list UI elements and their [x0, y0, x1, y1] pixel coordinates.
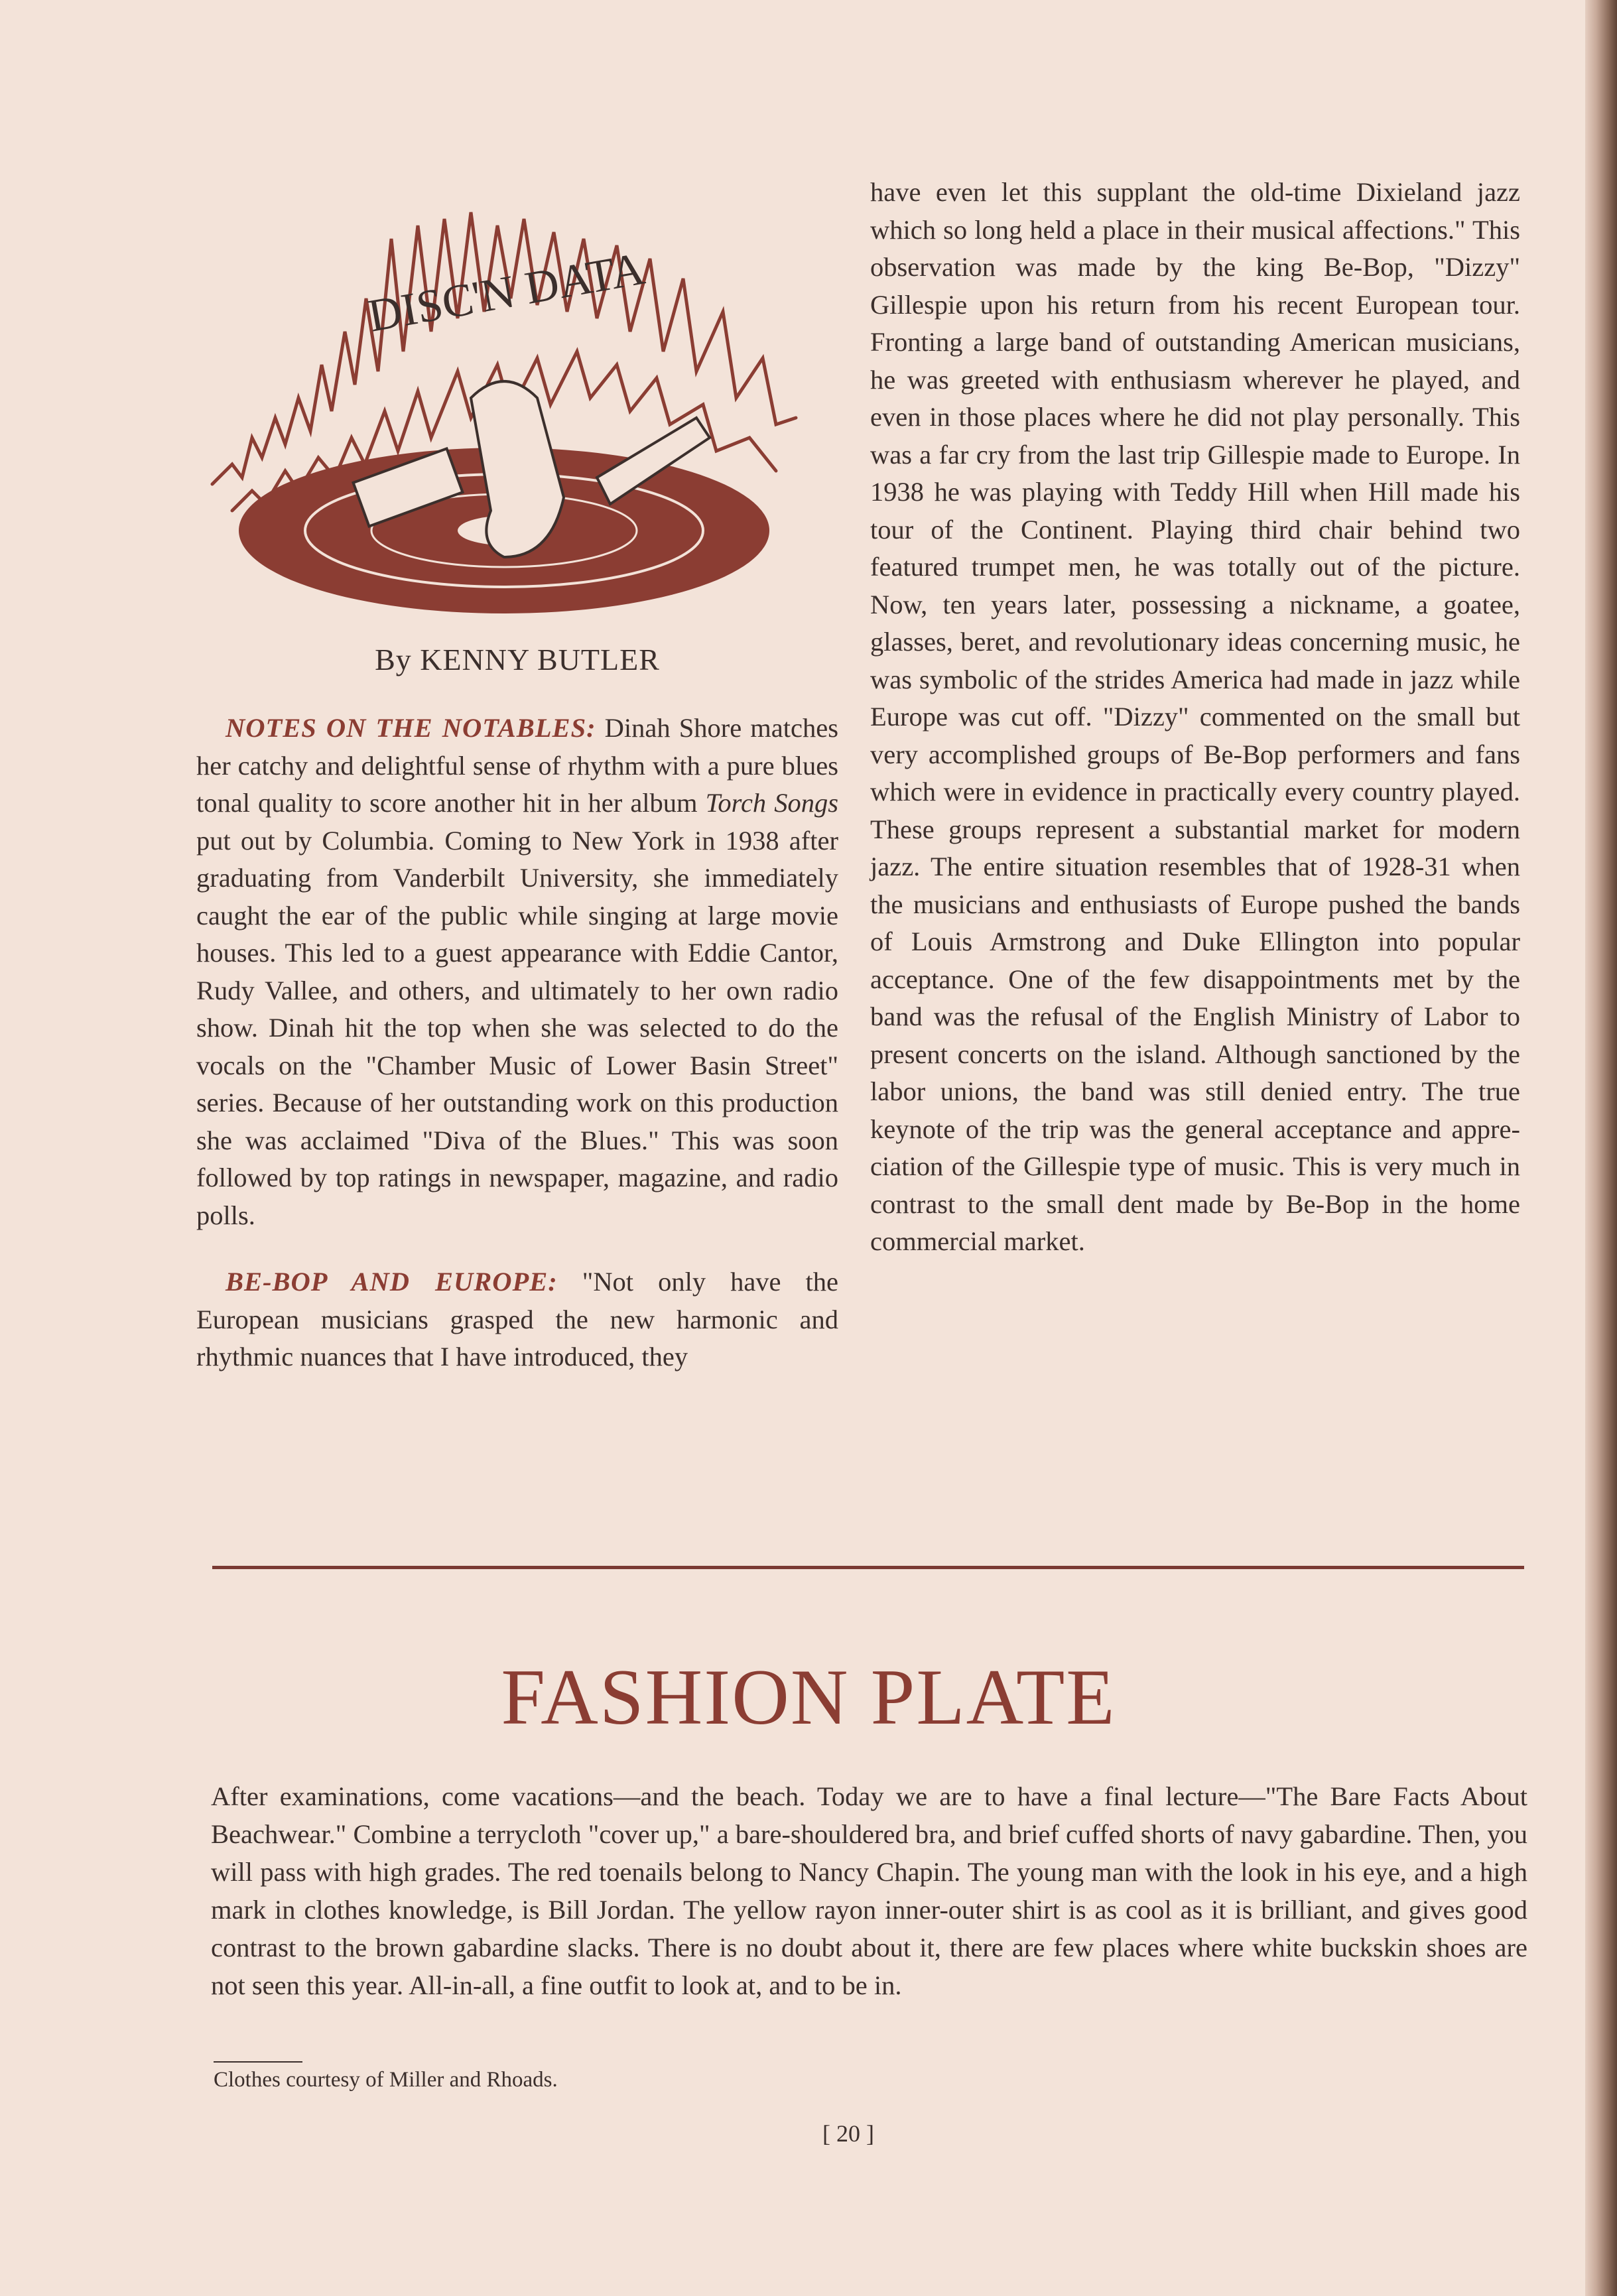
- footnote-rule: [214, 2061, 302, 2063]
- disc-n-data-logo: [192, 199, 816, 623]
- section-heading: NOTES ON THE NOTABLES:: [226, 713, 596, 743]
- right-column: [870, 174, 1520, 1261]
- section-notes-on-the-notables: [196, 710, 838, 1234]
- svg-text:DISC'N DATA: DISC'N DATA: [364, 243, 649, 342]
- section-body: Dinah Shore matches her catchy and delightful sense of rhythm with a pure blues tonal quality to score another hit in her album: [196, 713, 838, 818]
- byline: By KENNY BUTLER: [375, 643, 660, 676]
- section-divider: [212, 1566, 1524, 1569]
- section-heading: BE-BOP AND EUROPE:: [226, 1267, 558, 1297]
- album-title: Torch Songs: [705, 788, 838, 818]
- left-column: [196, 710, 838, 1376]
- page-number: [ 20 ]: [822, 2120, 874, 2147]
- section-be-bop-and-europe: [196, 1263, 838, 1376]
- page-binding-edge: [1585, 0, 1617, 2296]
- section-body: put out by Columbia. Coming to New York in 1938 after graduating from Vanderbilt University, she immediately caught the ear of the public while singing at large movie houses. This led to a guest appearance with Eddie Cantor, Rudy Vallee, and others, and ultimately to her own radio show. Dinah hit the top when she was selected to do the vocals on the "Chamber Music of Lower Basin Street" series. Because of her outstanding work on this production she was acclaimed "Diva of the Blues." This was soon followed by top ratings in newspaper, magazine, and radio polls.: [196, 825, 838, 1230]
- footnote: Clothes courtesy of Miller and Rhoads.: [214, 2068, 558, 2092]
- fashion-plate-title: FASHION PLATE: [501, 1653, 1116, 1741]
- section-body-continued: have even let this supplant the old-time Dixieland jazz which so long held a place in their musical affections." This observation was made by the king Be-Bop, "Dizzy" Gillespie upon his return from his recent European tour. Fronting a large band of outstanding American musicians, he was greeted with enthusiasm wherever he played, and even in those places where he did not play personally. This was a far cry from the last trip Gillespie made to Europe. In 1938 he was playing with Teddy Hill when Hill made his tour of the Continent. Playing third chair behind two featured trumpet men, he was totally out of the picture. Now, ten years later, possessing a nickname, a goatee, glasses, beret, and revolutionary ideas concerning music, he was symbolic of the strides America had made in jazz while Europe was cut off. "Dizzy" commented on the small but very accomplished groups of Be-Bop performers and fans which were in evidence in practically every country played. These groups represent a substantial market for modern jazz. The entire situation resembles that of 1928-31 when the musicians and enthusiasts of Europe pushed the bands of Louis Armstrong and Duke Ellington into popular acceptance. One of the few disappointments met by the band was the refusal of the English Ministry of Labor to present concerts on the island. Although sanctioned by the labor unions, the band was still denied entry. The true keynote of the trip was the general acceptance and appreciation of the Gillespie type of music. This is very much in contrast to the small dent made by Be-Bop in the home commercial market.: [870, 177, 1520, 1256]
- section-body: "Not only have the European musicians grasped the new harmonic and rhythmic nuances that I have introduced, they: [196, 1267, 838, 1371]
- fashion-plate-body: After examinations, come vacations—and the beach. Today we are to have a final lecture—"The Bare Facts About Beachwear." Combine a terrycloth "cover up," a bare-shouldered bra, and brief cuffed shorts of navy gabardine. Then, you will pass with high grades. The red toenails belong to Nancy Chapin. The young man with the look in his eye, and a high mark in clothes knowledge, is Bill Jordan. The yellow rayon inner-outer shirt is as cool as it is brilliant, and gives good contrast to the brown gabardine slacks. There is no doubt about it, there are few places where white buckskin shoes are not seen this year. All-in-all, a fine outfit to look at, and to be in.: [211, 1781, 1527, 2000]
